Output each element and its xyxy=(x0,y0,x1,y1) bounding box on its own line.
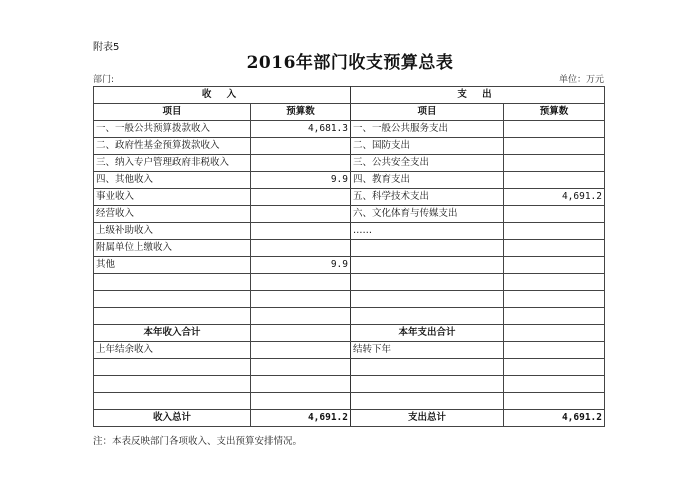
expense-item-header: 项目 xyxy=(351,104,504,121)
expense-amount-cell xyxy=(504,325,605,342)
income-amount-cell xyxy=(251,359,351,376)
expense-item-cell: 六、文化体育与传媒支出 xyxy=(351,206,504,223)
income-amount-cell: 9.9 xyxy=(251,257,351,274)
income-amount-cell xyxy=(251,274,351,291)
footnote: 注：本表反映部门各项收入、支出预算安排情况。 xyxy=(93,436,303,447)
table-row xyxy=(94,172,605,189)
expense-item-cell xyxy=(351,359,504,376)
expense-amount-cell xyxy=(504,291,605,308)
table-row xyxy=(94,376,605,393)
income-amount-cell xyxy=(251,325,351,342)
expense-item-cell: 本年支出合计 xyxy=(351,325,504,342)
expense-amount-cell xyxy=(504,393,605,410)
table-row xyxy=(94,155,605,172)
income-item-cell xyxy=(94,359,251,376)
income-amount-cell xyxy=(251,393,351,410)
income-item-cell xyxy=(94,393,251,410)
section-header-row xyxy=(94,87,605,104)
expense-amount-cell xyxy=(504,121,605,138)
table-row xyxy=(94,189,605,206)
attachment-label: 附表5 xyxy=(93,42,120,53)
income-item-cell xyxy=(94,376,251,393)
expense-item-cell: 四、教育支出 xyxy=(351,172,504,189)
expense-section-header: 支 出 xyxy=(351,87,605,104)
income-item-header: 项目 xyxy=(94,104,251,121)
column-header-row xyxy=(94,104,605,121)
table-row xyxy=(94,274,605,291)
expense-item-cell: 结转下年 xyxy=(351,342,504,359)
expense-item-cell: …… xyxy=(351,223,504,240)
table-row xyxy=(94,359,605,376)
budget-table xyxy=(93,86,605,427)
income-amount-cell xyxy=(251,308,351,325)
income-item-cell: 一、一般公共预算拨款收入 xyxy=(94,121,251,138)
expense-total-amount: 4,691.2 xyxy=(504,410,605,427)
expense-item-cell xyxy=(351,376,504,393)
expense-amount-header: 预算数 xyxy=(504,104,605,121)
department-label: 部门: xyxy=(93,75,115,85)
expense-amount-cell xyxy=(504,308,605,325)
table-row xyxy=(94,342,605,359)
income-amount-cell xyxy=(251,138,351,155)
income-amount-header: 预算数 xyxy=(251,104,351,121)
income-item-cell: 经营收入 xyxy=(94,206,251,223)
expense-item-cell: 一、一般公共服务支出 xyxy=(351,121,504,138)
table-row xyxy=(94,393,605,410)
income-amount-cell xyxy=(251,342,351,359)
income-amount-cell xyxy=(251,376,351,393)
table-row xyxy=(94,325,605,342)
income-amount-cell xyxy=(251,155,351,172)
expense-amount-cell xyxy=(504,376,605,393)
income-item-cell: 上年结余收入 xyxy=(94,342,251,359)
expense-amount-cell: 4,691.2 xyxy=(504,189,605,206)
expense-amount-cell xyxy=(504,240,605,257)
income-item-cell xyxy=(94,274,251,291)
expense-amount-cell xyxy=(504,257,605,274)
income-item-cell: 三、纳入专户管理政府非税收入 xyxy=(94,155,251,172)
expense-item-cell xyxy=(351,308,504,325)
income-item-cell xyxy=(94,291,251,308)
expense-item-cell xyxy=(351,274,504,291)
expense-amount-cell xyxy=(504,359,605,376)
expense-item-cell xyxy=(351,291,504,308)
expense-amount-cell xyxy=(504,342,605,359)
table-row xyxy=(94,308,605,325)
expense-item-cell: 五、科学技术支出 xyxy=(351,189,504,206)
table-row xyxy=(94,138,605,155)
income-total-label: 收入总计 xyxy=(94,410,251,427)
totals-row xyxy=(94,410,605,427)
income-item-cell: 事业收入 xyxy=(94,189,251,206)
income-item-cell: 上级补助收入 xyxy=(94,223,251,240)
income-amount-cell xyxy=(251,206,351,223)
income-item-cell: 其他 xyxy=(94,257,251,274)
income-amount-cell: 4,681.3 xyxy=(251,121,351,138)
income-amount-cell: 9.9 xyxy=(251,172,351,189)
income-item-cell: 本年收入合计 xyxy=(94,325,251,342)
expense-total-label: 支出总计 xyxy=(351,410,504,427)
page-title: 2016年部门收支预算总表 xyxy=(246,53,454,73)
table-row xyxy=(94,223,605,240)
expense-amount-cell xyxy=(504,155,605,172)
table-row xyxy=(94,291,605,308)
expense-item-cell xyxy=(351,240,504,257)
table-row xyxy=(94,240,605,257)
income-item-cell xyxy=(94,308,251,325)
income-item-cell: 四、其他收入 xyxy=(94,172,251,189)
income-amount-cell xyxy=(251,291,351,308)
expense-amount-cell xyxy=(504,223,605,240)
expense-amount-cell xyxy=(504,206,605,223)
income-item-cell: 附属单位上缴收入 xyxy=(94,240,251,257)
unit-label: 单位：万元 xyxy=(558,75,604,85)
table-row xyxy=(94,121,605,138)
expense-item-cell: 三、公共安全支出 xyxy=(351,155,504,172)
income-amount-cell xyxy=(251,223,351,240)
income-total-amount: 4,691.2 xyxy=(251,410,351,427)
income-item-cell: 二、政府性基金预算拨款收入 xyxy=(94,138,251,155)
expense-item-cell xyxy=(351,257,504,274)
expense-amount-cell xyxy=(504,172,605,189)
income-amount-cell xyxy=(251,240,351,257)
income-section-header: 收 入 xyxy=(94,87,351,104)
table-row xyxy=(94,257,605,274)
expense-item-cell xyxy=(351,393,504,410)
income-amount-cell xyxy=(251,189,351,206)
expense-amount-cell xyxy=(504,274,605,291)
expense-amount-cell xyxy=(504,138,605,155)
expense-item-cell: 二、国防支出 xyxy=(351,138,504,155)
table-row xyxy=(94,206,605,223)
